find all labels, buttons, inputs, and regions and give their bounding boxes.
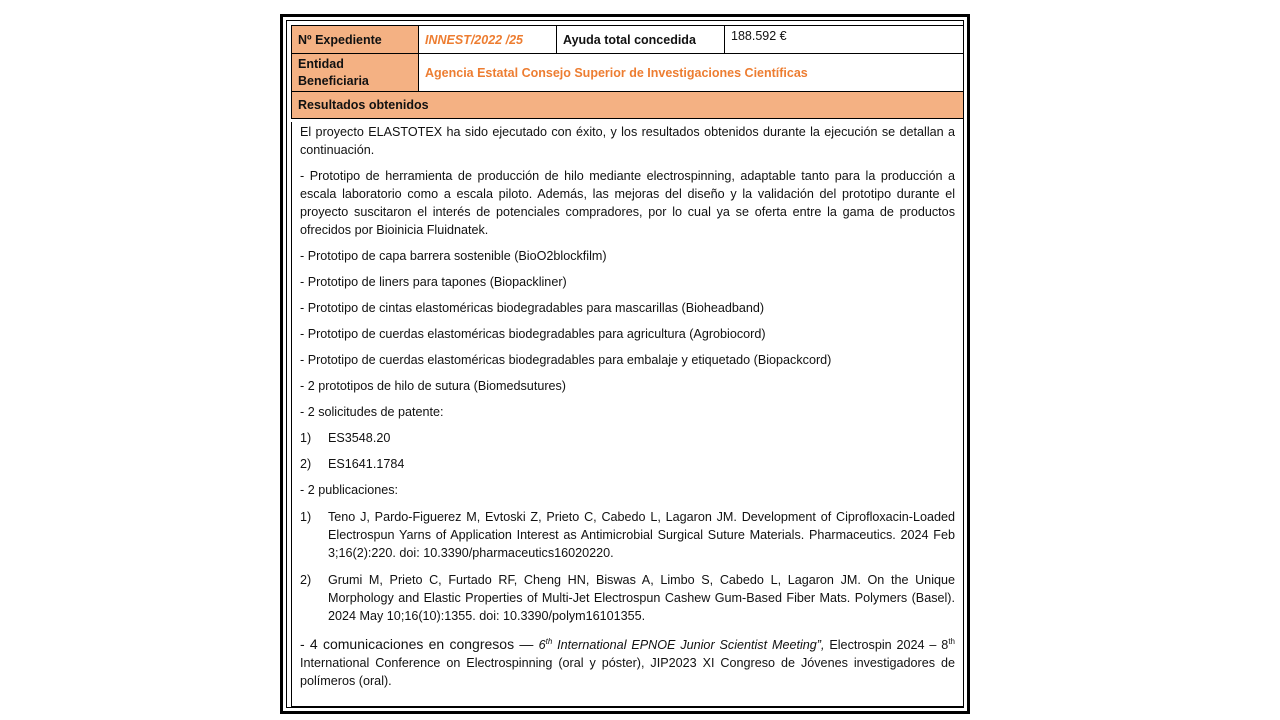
bullet-item: - Prototipo de cuerdas elastoméricas biodegradables para embalaje y etiquetado (Biopackcord) — [300, 353, 832, 367]
results-body — [291, 122, 964, 707]
bullet-item: - 2 prototipos de hilo de sutura (Biomedsutures) — [300, 379, 567, 393]
patente-text: ES1641.1784 — [328, 457, 405, 471]
entidad-value: Agencia Estatal Consejo Superior de Investigaciones Científicas — [419, 54, 964, 92]
ayuda-label: Ayuda total concedida — [557, 26, 725, 54]
expediente-label: Nº Expediente — [292, 26, 419, 54]
publicacion-item — [300, 508, 955, 562]
patente-item — [300, 429, 955, 447]
patente-num: 1) — [300, 431, 312, 445]
prototipo-hilo-paragraph: - Prototipo de herramienta de producción de hilo mediante electrospinning, adaptable tanto para la producción a escala laboratorio como a escala piloto. Además, las mejoras del diseño y la validación del prototipo durante el proyecto suscitaron el interés de potenciales compradores, por lo cual ya se oferta entre la gama de productos ofrecidos por Bioinicia Fluidnatek. — [300, 169, 955, 237]
publicacion-item — [300, 571, 955, 625]
ayuda-value: 188.592 € — [725, 26, 964, 54]
expediente-value: INNEST/2022 /25 — [419, 26, 557, 54]
publicacion-num: 2) — [300, 573, 312, 587]
entidad-label: Entidad Beneficiaria — [292, 54, 419, 92]
congresos-lead: - 4 comunicaciones en congresos — — [300, 636, 539, 652]
patente-num: 2) — [300, 457, 312, 471]
publicacion-text: Teno J, Pardo-Figuerez M, Evtoski Z, Prieto C, Cabedo L, Lagaron JM. Development of Ciprofloxacin-Loaded Electrospun Yarns of Application Interest as Antimicrobial Surgical Suture Materials. Pharmaceutics. 2024 Feb 3;16(2):220. doi: 10.3390/pharmaceutics16020220. — [328, 510, 955, 560]
congresos-rest: International Conference on Electrospinning (oral y póster), JIP2023 XI Congreso de Jóvenes investigadores de polímeros (oral). — [300, 656, 955, 688]
header-table — [291, 25, 964, 119]
congresos-paragraph — [300, 635, 955, 690]
congresos-epnoe: 6th International EPNOE Junior Scientist Meeting”, — [538, 636, 825, 652]
resultados-label: Resultados obtenidos — [292, 92, 964, 119]
patente-text: ES3548.20 — [328, 431, 391, 445]
publicacion-text: Grumi M, Prieto C, Furtado RF, Cheng HN, Biswas A, Limbo S, Cabedo L, Lagaron JM. On the Unique Morphology and Elastic Properties of Multi-Jet Electrospun Cashew Gum-Based Fiber Mats. Polymers (Basel). 2024 May 10;16(10):1355. doi: 10.3390/polym16101355. — [328, 573, 955, 623]
congresos-sup: th — [948, 636, 955, 646]
publicacion-num: 1) — [300, 510, 312, 524]
bullet-item: - Prototipo de liners para tapones (Biopackliner) — [300, 275, 567, 289]
intro-paragraph: El proyecto ELASTOTEX ha sido ejecutado con éxito, y los resultados obtenidos durante la ejecución se detallan a continuación. — [300, 125, 955, 157]
bullet-item: - Prototipo de capa barrera sostenible (BioO2blockfilm) — [300, 249, 607, 263]
congresos-electrospin: Electrospin 2024 – 8 — [824, 638, 949, 652]
publicaciones-label: - 2 publicaciones: — [300, 483, 399, 497]
bullet-item: - Prototipo de cintas elastoméricas biodegradables para mascarillas (Bioheadband) — [300, 301, 765, 315]
patentes-label: - 2 solicitudes de patente: — [300, 405, 444, 419]
patente-item — [300, 455, 955, 473]
bullet-item: - Prototipo de cuerdas elastoméricas biodegradables para agricultura (Agrobiocord) — [300, 327, 766, 341]
